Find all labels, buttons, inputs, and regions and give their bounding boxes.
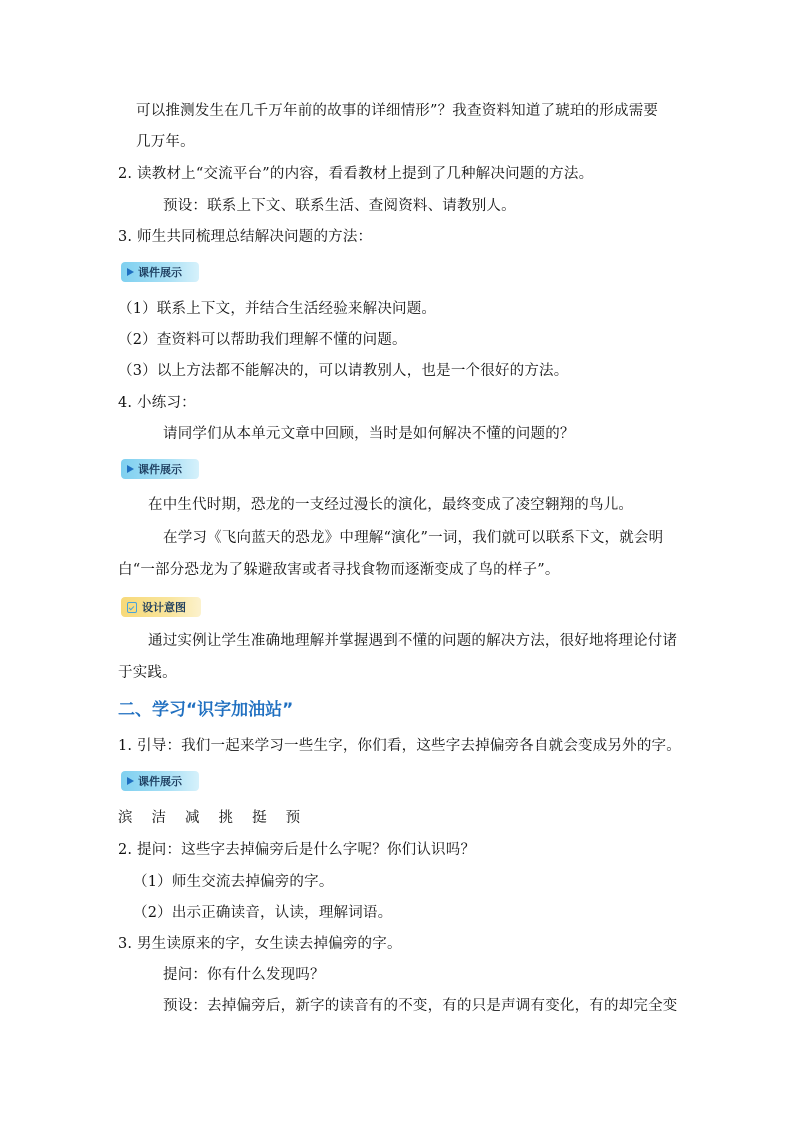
courseware-tag [121,771,199,791]
character: 预 [285,810,301,826]
character: 洁 [151,810,167,826]
play-icon [127,777,134,785]
character: 挺 [252,810,267,826]
checklist-icon [127,602,137,613]
paragraph-line: 2. 读教材上“交流平台”的内容，看看教材上提到了几种解决问题的方法。 [118,166,594,182]
paragraph-line: 4. 小练习： [118,395,196,411]
paragraph-line: （3）以上方法都不能解决的，可以请教别人，也是一个很好的方法。 [118,363,569,379]
paragraph-line: 提问：你有什么发现吗？ [163,967,325,983]
paragraph-line: 白“一部分恐龙为了躲避敌害或者寻找食物而逐渐变成了鸟的样子”。 [118,562,560,578]
character: 滨 [118,810,133,826]
paragraph-line: 于实践。 [118,665,177,681]
paragraph-line: （1）联系上下文，并结合生活经验来解决问题。 [118,301,437,317]
paragraph-line: 1. 引导：我们一起来学习一些生字，你们看，这些字去掉偏旁各自就会变成另外的字。 [118,738,681,754]
character: 挑 [218,810,234,826]
paragraph-line: 3. 男生读原来的字，女生读去掉偏旁的字。 [118,936,402,952]
paragraph-line: 2. 提问：这些字去掉偏旁后是什么字呢？你们认识吗？ [118,842,476,858]
courseware-tag-label: 课件展示 [138,266,182,279]
design-intent-tag [121,597,201,617]
paragraph-line: 3. 师生共同梳理总结解决问题的方法： [118,229,373,245]
paragraph-line: （2）出示正确读音，认读，理解词语。 [133,905,393,921]
paragraph-line: 几万年。 [136,134,195,150]
paragraph-line: 预设：去掉偏旁后，新字的读音有的不变，有的只是声调有变化，有的却完全变 [163,998,678,1014]
courseware-tag [121,262,199,282]
paragraph-line: 在中生代时期，恐龙的一支经过漫长的演化，最终变成了凌空翱翔的鸟儿。 [148,497,634,513]
paragraph-line: 预设：联系上下文、联系生活、查阅资料、请教别人。 [163,198,516,214]
character-list [118,808,314,828]
paragraph-line: 通过实例让学生准确地理解并掌握遇到不懂的问题的解决方法，很好地将理论付诸 [148,633,678,649]
courseware-tag [121,459,199,479]
play-icon [127,465,134,473]
character: 减 [185,810,200,826]
paragraph-line: 可以推测发生在几千万年前的故事的详细情形”？我查资料知道了琥珀的形成需要 [136,103,659,119]
courseware-tag-label: 课件展示 [138,463,182,476]
paragraph-line: （1）师生交流去掉偏旁的字。 [133,874,334,890]
play-icon [127,268,134,276]
paragraph-line: 在学习《飞向蓝天的恐龙》中理解“演化”一词，我们就可以联系下文，就会明 [163,530,664,546]
section-heading: 二、学习“识字加油站” [118,700,294,720]
paragraph-line: 请同学们从本单元文章中回顾，当时是如何解决不懂的问题的？ [163,426,575,442]
paragraph-line: （2）查资料可以帮助我们理解不懂的问题。 [118,332,407,348]
courseware-tag-label: 课件展示 [138,775,182,788]
design-intent-tag-label: 设计意图 [142,601,186,614]
